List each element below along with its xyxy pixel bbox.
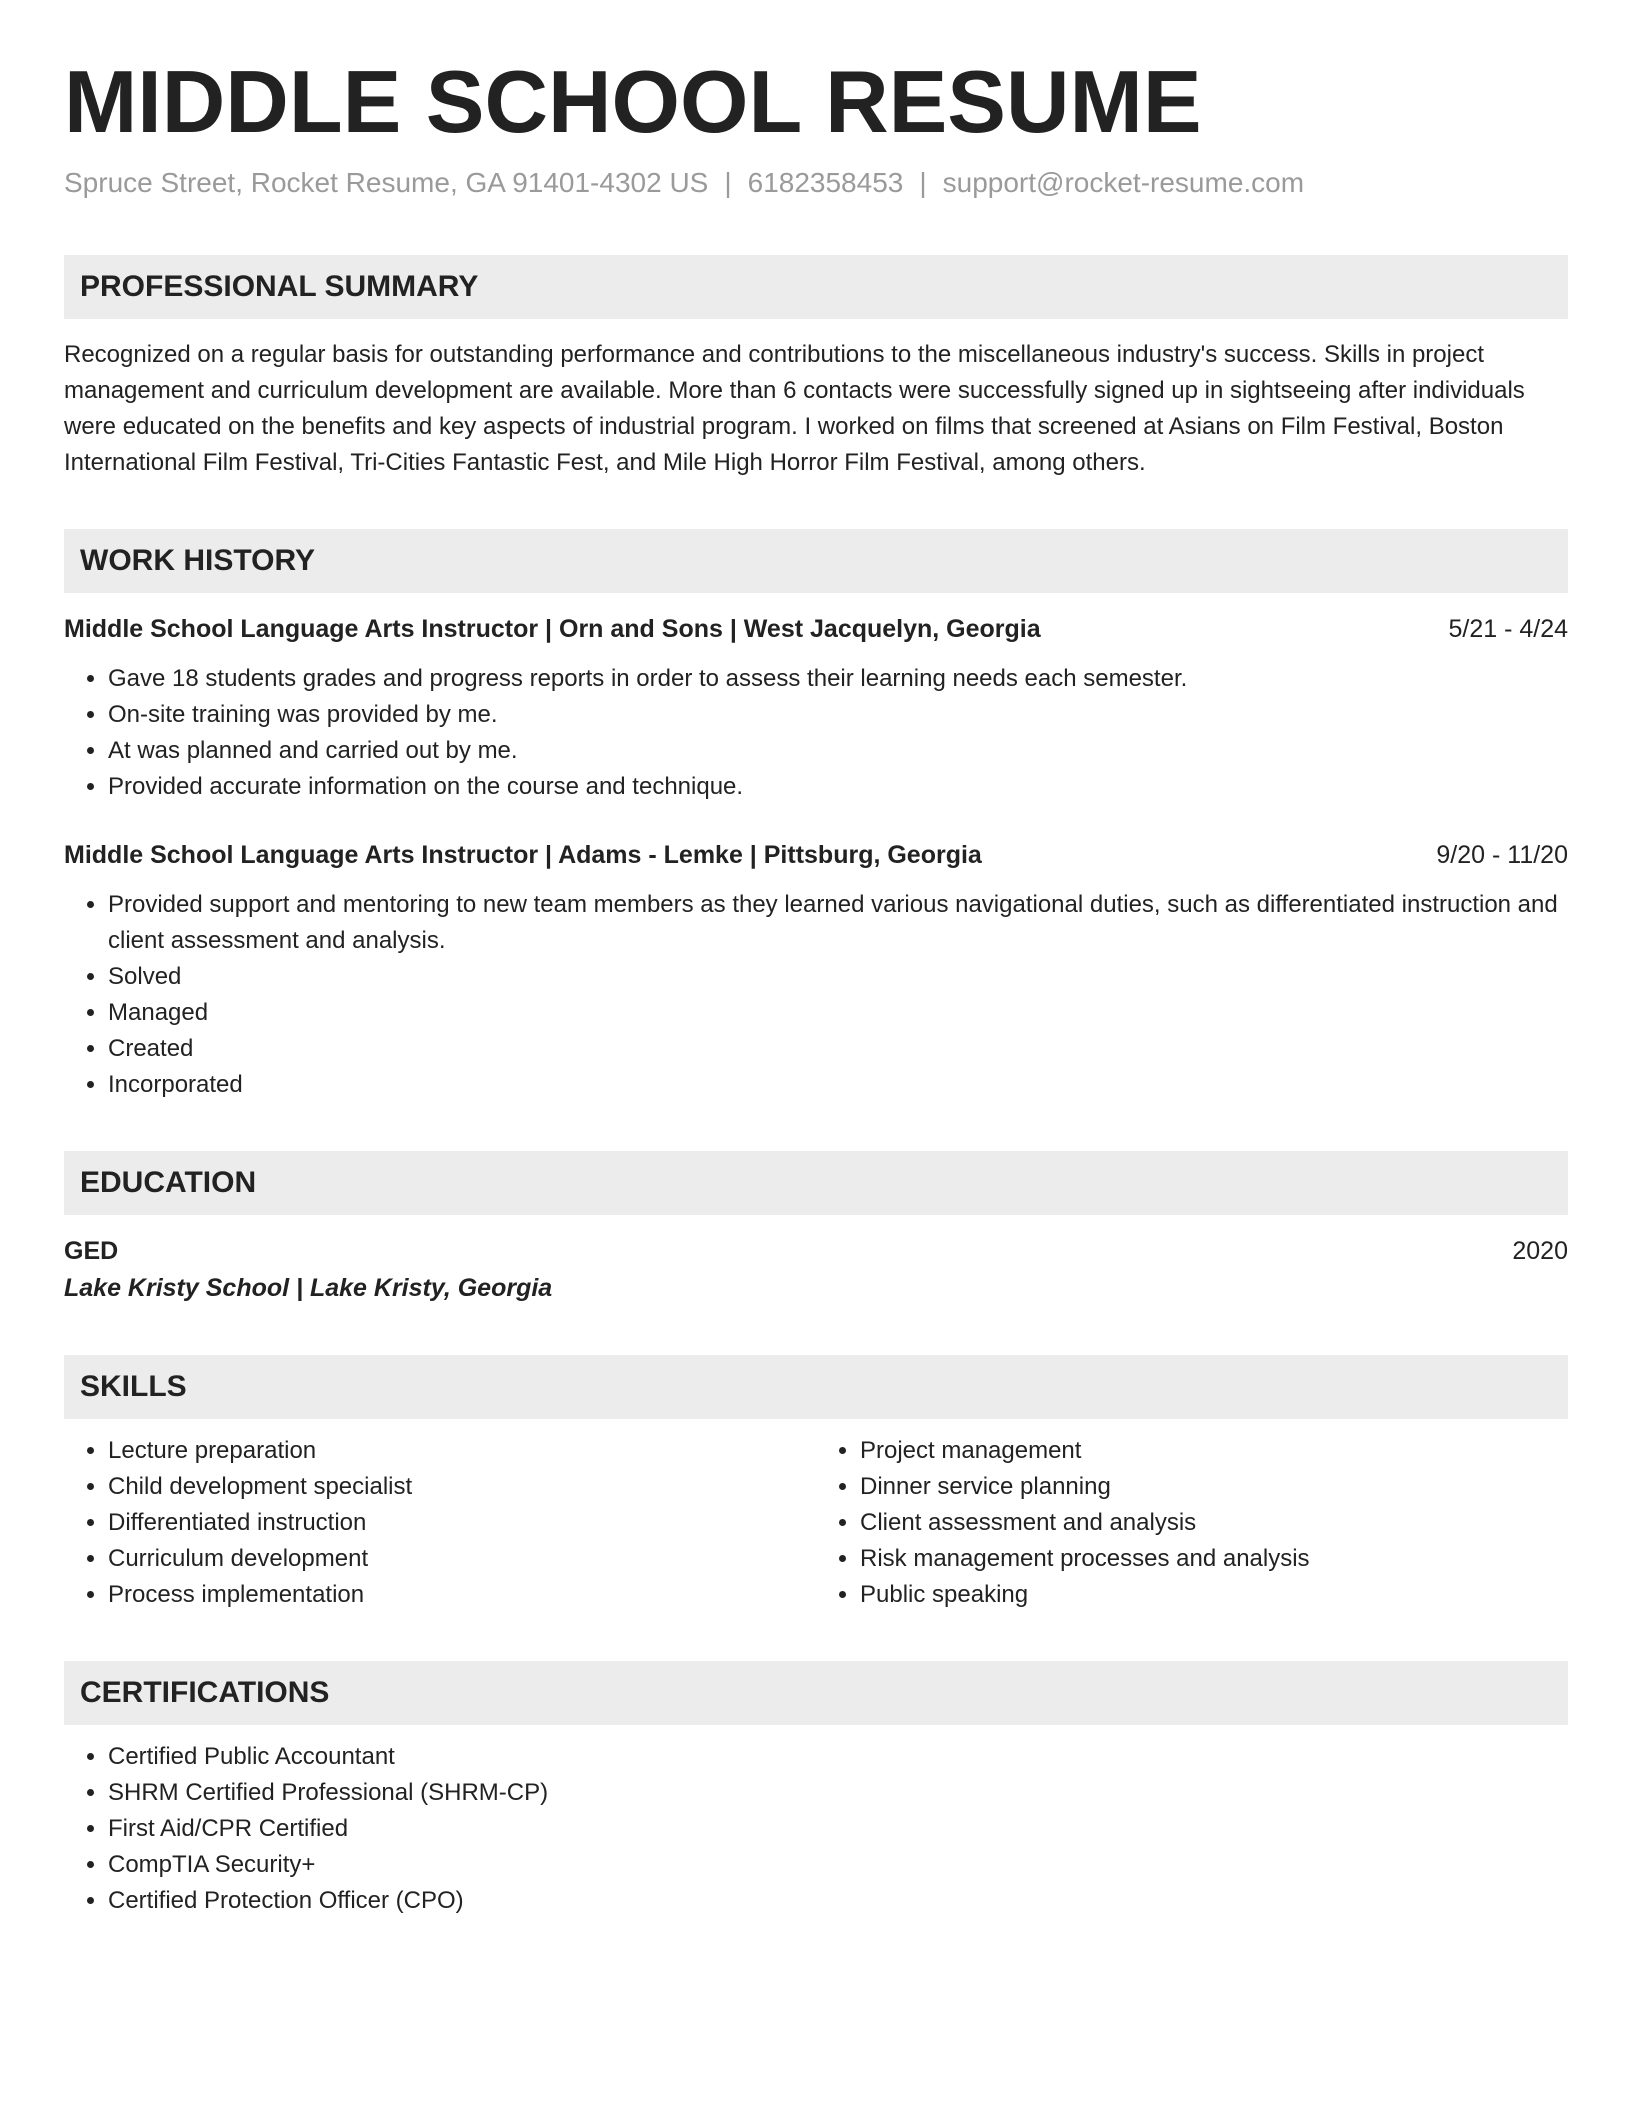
contact-line [64,165,1568,201]
certification-item: • SHRM Certified Professional (SHRM-CP) [108,1775,1568,1811]
education-header [64,1233,1568,1269]
job-bullet: • Solved [108,959,1568,995]
job-bullet: • Created [108,1031,1568,1067]
skill-item: • Dinner service planning [860,1469,1568,1505]
contact-phone: 6182358453 [747,166,904,198]
certification-item: • Certified Public Accountant [108,1739,1568,1775]
job-bullets [64,887,1568,1103]
skills-list-left [64,1433,816,1613]
education-degree: GED [64,1237,119,1266]
job-dates: 5/21 - 4/24 [1448,615,1568,644]
skill-item: • Curriculum development [108,1541,816,1577]
contact-address: Spruce Street, Rocket Resume, GA 91401-4302 US [64,166,709,198]
job-entry [64,837,1568,1103]
skill-item: • Lecture preparation [108,1433,816,1469]
education-year: 2020 [1512,1237,1568,1266]
skill-item: • Client assessment and analysis [860,1505,1568,1541]
skills-columns [64,1433,1568,1613]
job-bullet: • At was planned and carried out by me. [108,733,1568,769]
job-title: Middle School Language Arts Instructor | Orn and Sons | West Jacquelyn, Georgia [64,615,1041,644]
skills-list-right [816,1433,1568,1613]
skill-item: • Child development specialist [108,1469,816,1505]
certification-item: • First Aid/CPR Certified [108,1811,1568,1847]
section-header-work-history: WORK HISTORY [64,529,1568,593]
job-bullet: • Managed [108,995,1568,1031]
job-header [64,837,1568,873]
job-dates: 9/20 - 11/20 [1436,841,1568,870]
education-school: Lake Kristy School | Lake Kristy, Georgia [64,1274,553,1303]
job-bullets [64,661,1568,805]
job-bullet: • Gave 18 students grades and progress reports in order to assess their learning needs each semester. [108,661,1568,697]
job-entry [64,611,1568,805]
section-header-education: EDUCATION [64,1151,1568,1215]
certification-item: • CompTIA Security+ [108,1847,1568,1883]
job-bullet: • On-site training was provided by me. [108,697,1568,733]
skill-item: • Process implementation [108,1577,816,1613]
skill-item: • Risk management processes and analysis [860,1541,1568,1577]
section-header-summary: PROFESSIONAL SUMMARY [64,255,1568,319]
skill-item: • Differentiated instruction [108,1505,816,1541]
contact-separator: | [724,166,732,198]
section-header-skills: SKILLS [64,1355,1568,1419]
job-bullet: • Provided support and mentoring to new team members as they learned various navigational duties, such as differentiated instruction and client assessment and analysis. [108,887,1568,959]
certifications-list [64,1739,1568,1919]
job-bullet: • Provided accurate information on the course and technique. [108,769,1568,805]
job-bullet: • Incorporated [108,1067,1568,1103]
contact-email: support@rocket-resume.com [942,166,1305,198]
skill-item: • Public speaking [860,1577,1568,1613]
resume-title: MIDDLE SCHOOL RESUME [64,52,1202,151]
certification-item: • Certified Protection Officer (CPO) [108,1883,1568,1919]
contact-separator: | [919,166,927,198]
section-header-certifications: CERTIFICATIONS [64,1661,1568,1725]
job-title: Middle School Language Arts Instructor | Adams - Lemke | Pittsburg, Georgia [64,841,982,870]
skill-item: • Project management [860,1433,1568,1469]
job-header [64,611,1568,647]
summary-text: Recognized on a regular basis for outstanding performance and contributions to the miscellaneous industry's success. Skills in project management and curriculum development are available. More than 6 contacts were successfully signed up in sightseeing after individuals were educated on the benefits and key aspects of industrial program. I worked on films that screened at Asians on Film Festival, Boston International Film Festival, Tri-Cities Fantastic Fest, and Mile High Horror Film Festival, among others. [64,341,1525,477]
